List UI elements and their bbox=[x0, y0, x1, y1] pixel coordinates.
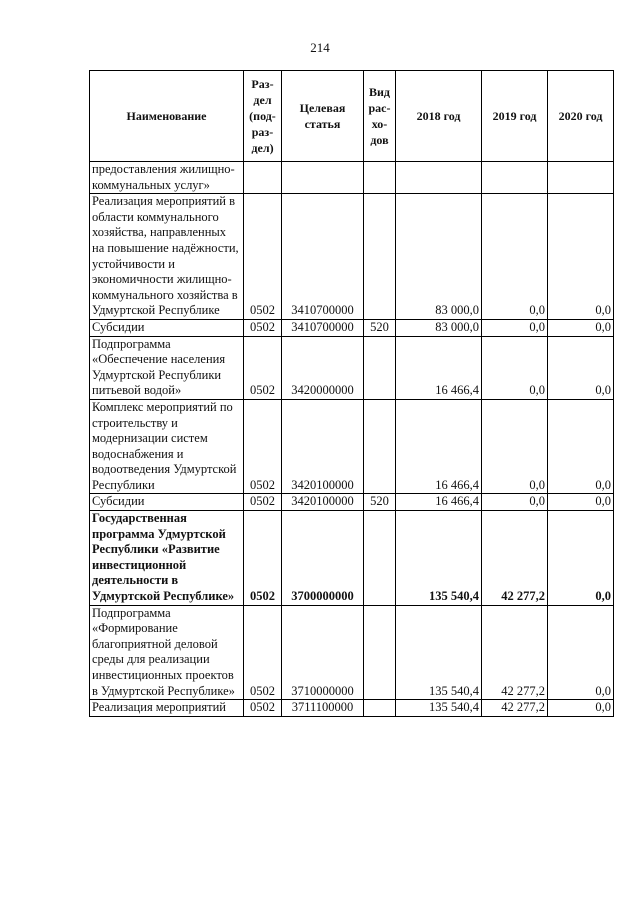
header-target: Целевая статья bbox=[282, 71, 364, 162]
table-row bbox=[90, 399, 614, 494]
cell-name: Комплекс мероприятий по строительству и модернизации систем водоснабжения и водоотведения Удмуртской Республики bbox=[90, 399, 244, 494]
cell-vid: 520 bbox=[364, 494, 396, 511]
cell-vid bbox=[364, 194, 396, 320]
cell-razdel: 0502 bbox=[244, 605, 282, 700]
cell-2020: 0,0 bbox=[548, 511, 614, 606]
cell-razdel: 0502 bbox=[244, 194, 282, 320]
table-row bbox=[90, 336, 614, 399]
cell-vid bbox=[364, 336, 396, 399]
header-vid: Вид рас- хо- дов bbox=[364, 71, 396, 162]
cell-name: Подпрограмма «Обеспечение населения Удмуртской Республики питьевой водой» bbox=[90, 336, 244, 399]
cell-2019: 0,0 bbox=[482, 494, 548, 511]
cell-2019: 42 277,2 bbox=[482, 511, 548, 606]
cell-vid bbox=[364, 162, 396, 194]
cell-target: 3420000000 bbox=[282, 336, 364, 399]
cell-2020: 0,0 bbox=[548, 319, 614, 336]
cell-2020: 0,0 bbox=[548, 399, 614, 494]
table-row bbox=[90, 194, 614, 320]
cell-2019: 0,0 bbox=[482, 336, 548, 399]
cell-2018: 135 540,4 bbox=[396, 511, 482, 606]
cell-2018: 16 466,4 bbox=[396, 336, 482, 399]
cell-vid bbox=[364, 605, 396, 700]
cell-razdel: 0502 bbox=[244, 336, 282, 399]
page-number: 214 bbox=[310, 40, 330, 55]
cell-vid: 520 bbox=[364, 319, 396, 336]
cell-2020 bbox=[548, 162, 614, 194]
cell-2020: 0,0 bbox=[548, 700, 614, 717]
cell-target: 3711100000 bbox=[282, 700, 364, 717]
cell-target: 3410700000 bbox=[282, 319, 364, 336]
cell-2018: 16 466,4 bbox=[396, 399, 482, 494]
cell-2019: 42 277,2 bbox=[482, 700, 548, 717]
cell-name: Государственная программа Удмуртской Республики «Развитие инвестиционной деятельности в Удмуртской Республике» bbox=[90, 511, 244, 606]
header-2019: 2019 год bbox=[482, 71, 548, 162]
cell-2018: 135 540,4 bbox=[396, 700, 482, 717]
table-row bbox=[90, 162, 614, 194]
cell-razdel: 0502 bbox=[244, 319, 282, 336]
cell-name: Подпрограмма «Формирование благоприятной деловой среды для реализации инвестиционных проектов в Удмуртской Республике» bbox=[90, 605, 244, 700]
cell-razdel: 0502 bbox=[244, 511, 282, 606]
cell-name: Субсидии bbox=[90, 494, 244, 511]
cell-razdel: 0502 bbox=[244, 700, 282, 717]
table-row bbox=[90, 605, 614, 700]
table-row bbox=[90, 511, 614, 606]
header-2018: 2018 год bbox=[396, 71, 482, 162]
cell-name: предоставления жилищно-коммунальных услуг» bbox=[90, 162, 244, 194]
cell-2020: 0,0 bbox=[548, 494, 614, 511]
cell-2020: 0,0 bbox=[548, 194, 614, 320]
table-header-row bbox=[90, 71, 614, 162]
cell-name: Субсидии bbox=[90, 319, 244, 336]
cell-razdel: 0502 bbox=[244, 494, 282, 511]
table-row bbox=[90, 700, 614, 717]
cell-2019: 42 277,2 bbox=[482, 605, 548, 700]
cell-razdel: 0502 bbox=[244, 399, 282, 494]
cell-2019 bbox=[482, 162, 548, 194]
cell-2019: 0,0 bbox=[482, 319, 548, 336]
cell-razdel bbox=[244, 162, 282, 194]
header-2020: 2020 год bbox=[548, 71, 614, 162]
header-razdel: Раз- дел (под- раз- дел) bbox=[244, 71, 282, 162]
cell-2019: 0,0 bbox=[482, 194, 548, 320]
cell-2019: 0,0 bbox=[482, 399, 548, 494]
cell-2018: 83 000,0 bbox=[396, 194, 482, 320]
cell-target: 3710000000 bbox=[282, 605, 364, 700]
cell-target: 3700000000 bbox=[282, 511, 364, 606]
header-name: Наименование bbox=[90, 71, 244, 162]
table-row bbox=[90, 494, 614, 511]
cell-2018: 16 466,4 bbox=[396, 494, 482, 511]
table-row bbox=[90, 319, 614, 336]
cell-target: 3420100000 bbox=[282, 399, 364, 494]
cell-name: Реализация мероприятий bbox=[90, 700, 244, 717]
cell-vid bbox=[364, 700, 396, 717]
cell-target: 3410700000 bbox=[282, 194, 364, 320]
cell-2018 bbox=[396, 162, 482, 194]
cell-target: 3420100000 bbox=[282, 494, 364, 511]
cell-vid bbox=[364, 511, 396, 606]
budget-table bbox=[89, 70, 614, 717]
cell-2020: 0,0 bbox=[548, 605, 614, 700]
cell-vid bbox=[364, 399, 396, 494]
cell-2020: 0,0 bbox=[548, 336, 614, 399]
cell-2018: 83 000,0 bbox=[396, 319, 482, 336]
cell-2018: 135 540,4 bbox=[396, 605, 482, 700]
cell-target bbox=[282, 162, 364, 194]
cell-name: Реализация мероприятий в области коммунального хозяйства, направленных на повышение надёжности, устойчивости и экономичности жилищно-коммунального хозяйства в Удмуртской Республике bbox=[90, 194, 244, 320]
